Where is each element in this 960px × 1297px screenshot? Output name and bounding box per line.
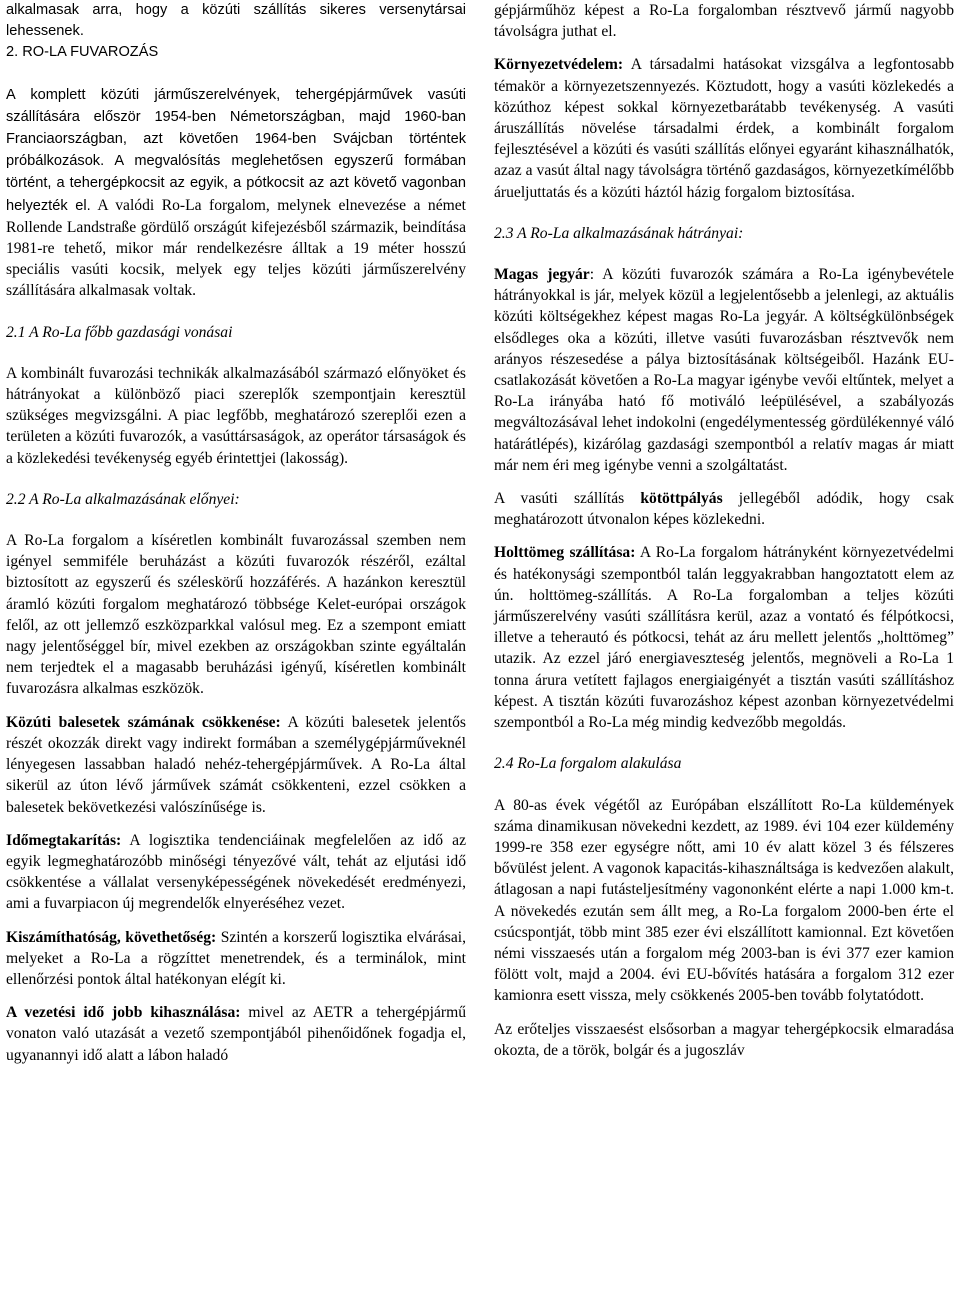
paragraph-accidents (6, 712, 466, 818)
paragraph-environment (494, 54, 954, 202)
left-column (6, 0, 466, 1066)
paragraph-continuation: gépjárműhöz képest a Ro-La forgalomban résztvevő jármű nagyobb távolságra juthat el. (494, 2, 954, 41)
environment-text: A társadalmi hatásokat vizsgálva a legfontosabb témakör a környezetszennyezés. Köztudott, hogy a vasúti közlekedés a közúthoz képest sokkal környezetbarátabb tevékenység. A vasúti áruszállítás növelése társadalmi érdek, a kombinált forgalom fejlesztésével a közúti és vasúti szállítás előnyei egyaránt kihasználhatók, azaz a vasút által nagy távolságra történő gazdaságos, környezetkímélőbb árueljuttatás és a közúti háztól házig forgalom biztosítása. (494, 56, 954, 201)
dead-weight-label: Holttömeg szállítása: (494, 544, 636, 562)
paragraph-history (6, 84, 466, 302)
section-heading-ro-la: 2. RO-LA FUVAROZÁS (6, 44, 159, 61)
paragraph-decline: Az erőteljes visszaesést elsősorban a magyar tehergépkocsik elmaradása okozta, de a török, bolgár és a jugoszláv (494, 1020, 954, 1059)
subheading-disadvantages: 2.3 A Ro-La alkalmazásának hátrányai: (494, 224, 744, 242)
time-saving-text: A logisztika tendenciáinak megfelelően az idő az egyik legmeghatározóbb minőségi tényezővé vált, tehát az eljutási idő csökkentése a vállalat versenyképességének növekedését eredményezi, ami a fuvarpiacon új megrendelők elnyeréséhez vezet. (6, 831, 466, 913)
time-saving-label: Időmegtakarítás: (6, 831, 122, 849)
driving-time-text: mivel az AETR a tehergépjármű vonaton való utazását a vezető szempontjából pihenőidőnek fogadja el, ugyanannyi idő alatt a lábon haladó (6, 1004, 466, 1064)
track-bound-text-a: A vasúti szállítás (494, 490, 641, 508)
driving-time-label: A vezetési idő jobb kihasználása: (6, 1004, 241, 1022)
predictability-text: Szintén a korszerű logisztika elvárásai, melyeket a Ro-La a rögzíttet menetrendek, és a terminálok, mint ellenőrzési pontok által hatékonyan elégít ki. (6, 928, 466, 988)
subheading-traffic: 2.4 Ro-La forgalom alakulása (494, 755, 682, 773)
paragraph-dead-weight (494, 542, 954, 733)
paragraph-intro-end: alkalmasak arra, hogy a közúti szállítás sikeres versenytársai lehessenek. (6, 2, 466, 40)
predictability-label: Kiszámíthatóság, követhetőség: (6, 928, 217, 946)
dead-weight-text: A Ro-La forgalom hátrányként környezetvédelmi és hatékonysági szempontból talán leggyakrabban hangoztatott elem az ún. holttömeg-szállítás. A Ro-La forgalomban a teljes közúti járműszerelvény vasúti szállításra kerül, azaz a vontató és félpótkocsi, illetve a teherautó és pótkocsi, tehát az áru mellett jelentős „holttömeg” utazik. Az ezzel járó energiaveszteség jelentős, megnöveli a Ro-La 1 tonna árura vetített fajlagos energiaigényét a tisztán vasúti szállításhoz képest. A tisztán közúti fuvarozáshoz képest azonban környezetvédelmi szempontból a Ro-La még mindig kedvezőbb megoldás. (494, 544, 954, 732)
track-bound-label: kötöttpályás (640, 490, 723, 508)
paragraph-economic: A kombinált fuvarozási technikák alkalmazásából származó előnyöket és hátrányokat a különböző piaci szereplők szempontjain keresztül szükséges megvizsgálni. A piac legfőbb, meghatározó szereplői ezen a területen a közúti fuvarozók, a vasúttársaságok, az operátor társaságok és a közlekedési tevékenység egyéb érintettjei (lakosság). (6, 364, 466, 467)
history-sentence-1: A komplett közúti járműszerelvények, tehergépjárművek vasúti szállítására először 1954-ben Németországban, majd 1960-ban Franciaországban, azt követően 1964-ben Svájcban történtek próbálkozások. (6, 86, 466, 170)
paragraph-track-bound (494, 488, 954, 530)
ticket-price-label: Magas jegyár (494, 266, 590, 284)
paragraph-advantages: A Ro-La forgalom a kíséretlen kombinált fuvarozással szemben nem igényel semmiféle beruházást a közúti fuvarozók részéről, ezáltal biztosított az egyszerű és széleskörű hozzáférés. A hazánkon keresztül áramló közúti forgalom meghatározó többsége Kelet-európai országok felől, az ott jellemző eszközparkkal valósul meg. Ez a szempont emiatt nagy jelentőséggel bír, mivel ezekben az országokban szinte egyáltalán nem terjedtek el a magasabb beruházási igényű, kíséretlen kombinált fuvarozásra alkalmas eszközök. (6, 532, 466, 698)
ticket-price-text: : A közúti fuvarozók számára a Ro-La igénybevétele hátrányokkal is jár, melyek közül a legjelentősebb a jelenlegi, az aktuális közúti költségekhez képest magas Ro-La jegyár. A költségkülönbségek elsődleges oka a közúti, illetve vasúti fuvarozásban résztvevők nem arányos részesedése a pálya biztosításának költségeiből. Hazánk EU-csatlakozását követően a Ro-La magyar igénybe vevői eltűntek, melyet a Ro-La irányába ható fő motiváló leépülésével, a szabályozás megváltozásával lehet indokolni (engedélymentesség gördülékennyé váló határátlépés), kizárólag gazdasági szempontból a relatív magas ár miatt már nem éri meg igénybe venni a szolgáltatást. (494, 266, 954, 474)
subheading-advantages: 2.2 A Ro-La alkalmazásának előnyei: (6, 490, 240, 508)
paragraph-driving-time (6, 1002, 466, 1066)
track-bound-text-b: jellegéből adódik, hogy csak meghatározott útvonalon képes közlekedni. (494, 490, 954, 529)
accidents-text: A közúti balesetek jelentős részét okozzák direkt vagy indirekt formában a személygépjárműveknél lényegesen lassabban haladó nehéz-tehergépjárművek. A Ro-La által sikerül az úton lévő járművek számát csökkenteni, ezzel csökken a balesetek bekövetkezési valószínűsége is. (6, 713, 466, 816)
right-column (494, 0, 954, 1061)
paragraph-predictability (6, 927, 466, 991)
environment-label: Környezetvédelem: (494, 56, 624, 74)
paragraph-traffic: A 80-as évek végétől az Európában elszállított Ro-La küldemények száma dinamikusan növekedni kezdett, az 1989. évi 104 ezer küldemény 1999-re 358 ezer egységre nőtt, ami 10 év alatt közel 3 és félszeres bővülést jelent. A vagonok kapacitás-kihasználtsága is kedvezően alakult, átlagosan a napi futásteljesítmény vagononként elérte a napi 1.000 km-t. A növekedés ezután sem állt meg, a Ro-La forgalom 2000-ben érte el csúcspontját, több mint 385 ezer évi elszállított kamionnal. Ezt követően némi visszaesés után a forgalom még 2003-ban is évi 377 ezer kamion fölött volt, majd a 2004. évi EU-bővítés hatására a forgalom 312 ezer kamionra esett vissza, mely csökkenés 2005-ben tovább folytatódott. (494, 796, 954, 1005)
history-sentence-2: A megvalósítás meglehetősen egyszerű formában történt, a tehergépkocsit az egyik, a pótkocsit az azt követő vagonban helyezték el. (6, 153, 466, 214)
history-sentence-3: A valódi Ro-La forgalom, melynek elnevezése a német Rollende Landstraße gördülő országút kifejezésből származik, beindítása 1981-re tehető, mikor már rendelkezésre álltak a 19 méter hosszú speciális vasúti kocsik, melyek egy teljes közúti járműszerelvény szállítására alkalmasak voltak. (6, 196, 466, 300)
paragraph-ticket-price (494, 264, 954, 476)
accidents-label: Közúti balesetek számának csökkenése: (6, 713, 281, 731)
subheading-economic: 2.1 A Ro-La főbb gazdasági vonásai (6, 323, 233, 341)
paragraph-time-saving (6, 830, 466, 915)
